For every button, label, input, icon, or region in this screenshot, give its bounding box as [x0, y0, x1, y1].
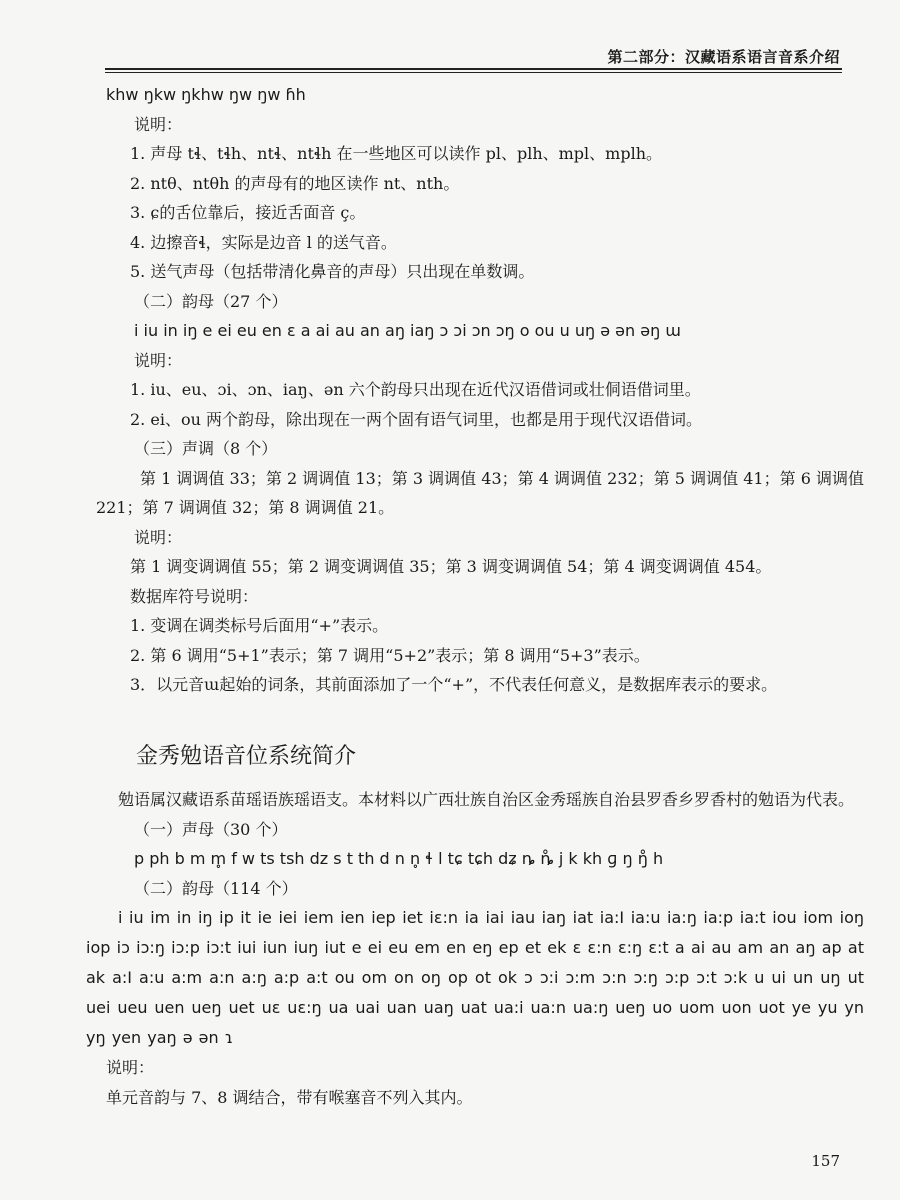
section-intro: 勉语属汉藏语系苗瑶语族瑶语支。本材料以广西壮族自治区金秀瑶族自治县罗香乡罗香村的勉语为代表。 [118, 790, 855, 809]
header-rule-thin [105, 72, 842, 73]
note-item: 2. ei、ou 两个韵母，除出现在一两个固有语气词里，也都是用于现代汉语借词。 [130, 409, 702, 429]
running-title: 第二部分：汉藏语系语言音系介绍 [607, 48, 840, 66]
section-title: 金秀勉语音位系统简介 [136, 743, 357, 769]
finals-list: i iu in iŋ e ei eu en ɛ a ai au an aŋ iaŋ ɔ ɔi ɔn ɔŋ o ou u uŋ ə ən əŋ ɯ [134, 321, 681, 340]
initials-heading: （一）声母（30 个） [134, 819, 288, 839]
note-label: 说明： [134, 350, 183, 370]
finals-heading: （二）韵母（114 个） [134, 878, 298, 898]
note-label: 说明： [134, 527, 183, 547]
note-item: 1. 声母 tɬ、tɬh、ntɬ、ntɬh 在一些地区可以读作 pl、plh、mpl、mplh。 [130, 144, 663, 163]
note-item: 4. 边擦音ɬ，实际是边音 l 的送气音。 [130, 232, 397, 252]
initials-list: p ph b m m̥ f w ts tsh dz s t th d n n̥ ɬ l tɕ tɕh dʑ ȵ ȵ̊ j k kh ɡ ŋ ŋ̊ h [134, 849, 664, 868]
page-body [86, 80, 864, 1112]
db-note: 1. 变调在调类标号后面用“+”表示。 [130, 616, 389, 635]
db-note: 3．以元音ɯ起始的词条，其前面添加了一个“+”，不代表任何意义，是数据库表示的要求。 [130, 675, 778, 694]
note-item: 5. 送气声母（包括带清化鼻音的声母）只出现在单数调。 [130, 262, 535, 281]
note-item: 2. ntθ、ntθh 的声母有的地区读作 nt、nth。 [130, 173, 460, 193]
page-number: 157 [811, 1152, 840, 1170]
note-item: 3. ɕ的舌位靠后，接近舌面音 ç。 [130, 203, 366, 222]
finals-heading: （二）韵母（27 个） [134, 291, 288, 311]
finals-list: i iu im in iŋ ip it ie iei iem ien iep iet iɛ:n ia iai iau iaŋ iat ia:I ia:u ia:ŋ ia:p ia:t iou iom ioŋ iop iɔ iɔ:ŋ iɔ:p iɔ:t iui iun iuŋ iut e ei eu em en eŋ ep et ek ɛ ɛ:n ɛ:ŋ ɛ:t a ai au am an aŋ ap at ak a:I a:u a:m a:n a:ŋ a:p a:t ou om on oŋ op ot ok ɔ ɔ:i ɔ:m ɔ:n ɔ:ŋ ɔ:p ɔ:t ɔ:k u ui un uŋ ut uei ueu uen ueŋ uet uɛ uɛ:ŋ ua uai uan uaŋ uat ua:i ua:n ua:ŋ ueŋ uo uom uon uot ye yu yn yŋ yen yaŋ ə ən ɿ [86, 908, 864, 1047]
db-label: 数据库符号说明： [130, 586, 259, 606]
tones-paragraph: 第 1 调调值 33；第 2 调调值 13；第 3 调调值 43；第 4 调调值 232；第 5 调调值 41；第 6 调调值 221；第 7 调调值 32；第 8 调调值 21。 [96, 468, 864, 517]
note-item: 1. iu、eu、ɔi、ɔn、iaŋ、ən 六个韵母只出现在近代汉语借词或壮侗语借词里。 [130, 380, 701, 399]
header-rule [105, 68, 842, 70]
note-label: 说明： [134, 114, 183, 134]
tones-heading: （三）声调（8 个） [134, 439, 278, 458]
note-text: 单元音韵与 7、8 调结合，带有喉塞音不列入其内。 [106, 1087, 473, 1107]
tone-sandhi: 第 1 调变调调值 55；第 2 调变调调值 35；第 3 调变调调值 54；第 4 调变调调值 454。 [130, 557, 772, 576]
note-label: 说明： [106, 1058, 155, 1077]
db-note: 2. 第 6 调用“5+1”表示；第 7 调用“5+2”表示；第 8 调用“5+3”表示。 [130, 645, 650, 665]
consonant-row: khw ŋkw ŋkhw ŋw ŋw ɦh [106, 85, 306, 104]
